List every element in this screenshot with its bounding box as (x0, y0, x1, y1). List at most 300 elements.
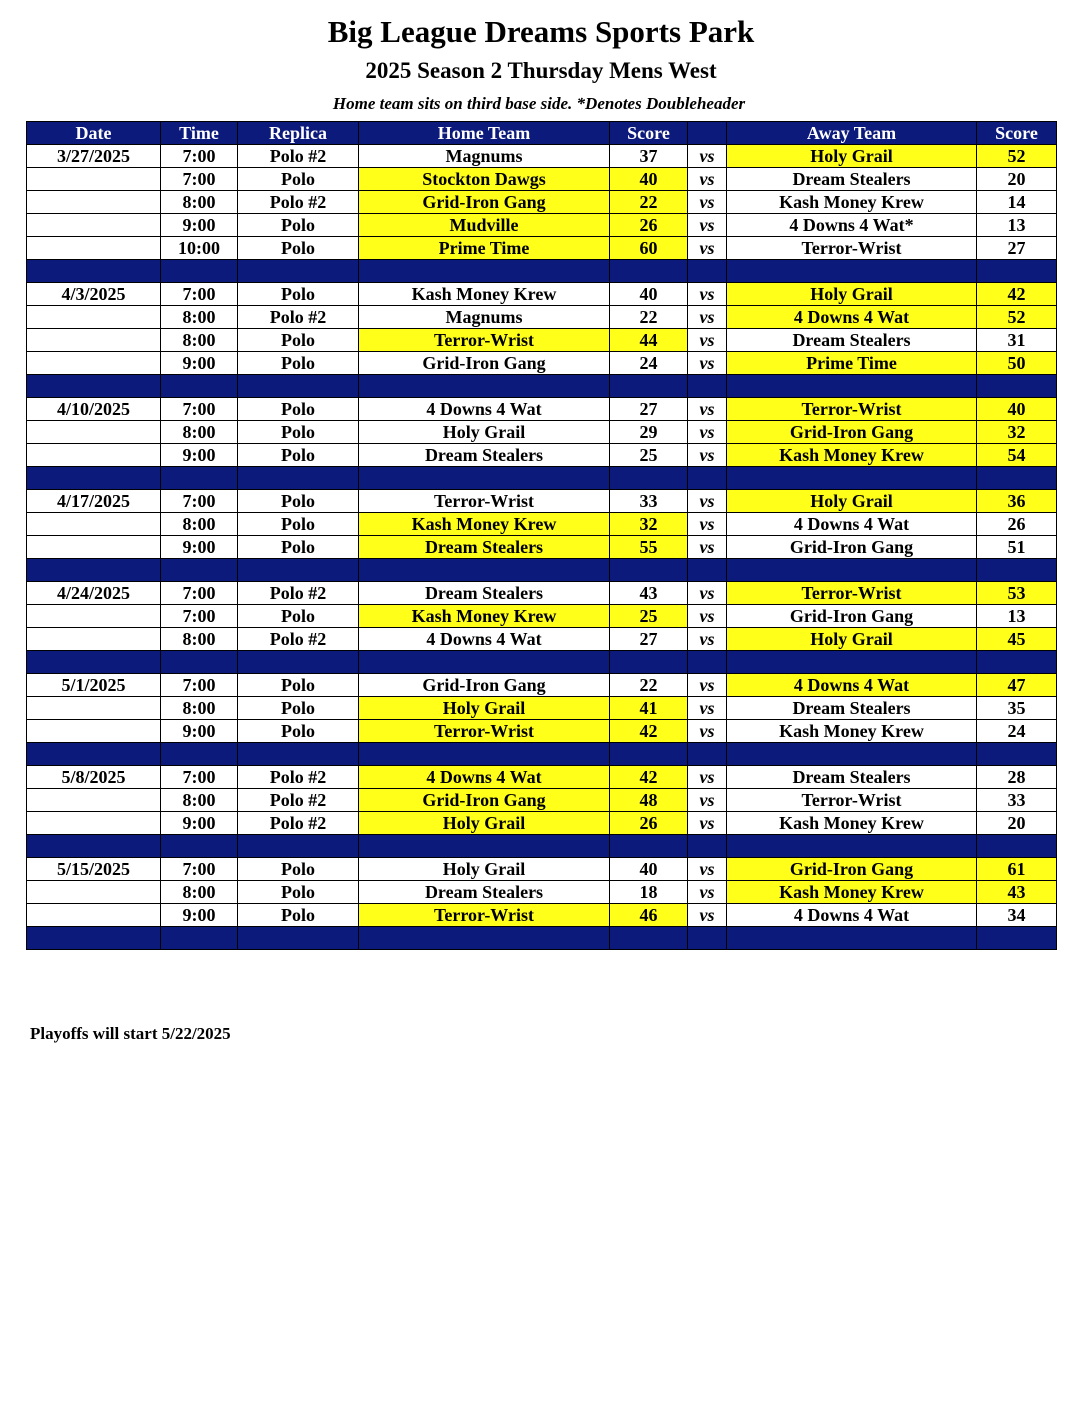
date-cell: 4/10/2025 (27, 398, 161, 421)
home-score-cell: 26 (610, 812, 688, 835)
table-row (27, 398, 1057, 421)
away-score-cell: 13 (977, 214, 1057, 237)
separator-cell (27, 835, 161, 858)
time-cell: 8:00 (161, 513, 238, 536)
week-separator-row (27, 927, 1057, 950)
home-score-cell: 55 (610, 536, 688, 559)
week-separator-row (27, 260, 1057, 283)
separator-cell (359, 835, 610, 858)
home-team-cell: Kash Money Krew (359, 283, 610, 306)
away-team-cell: 4 Downs 4 Wat (727, 513, 977, 536)
separator-cell (359, 260, 610, 283)
time-cell: 8:00 (161, 881, 238, 904)
separator-cell (727, 651, 977, 674)
away-score-cell: 45 (977, 628, 1057, 651)
away-team-cell: Kash Money Krew (727, 881, 977, 904)
away-team-cell: Grid-Iron Gang (727, 605, 977, 628)
away-team-cell: Terror-Wrist (727, 789, 977, 812)
vs-cell: vs (688, 168, 727, 191)
separator-cell (238, 260, 359, 283)
table-row (27, 214, 1057, 237)
home-team-cell: Mudville (359, 214, 610, 237)
away-score-cell: 50 (977, 352, 1057, 375)
home-team-cell: Grid-Iron Gang (359, 352, 610, 375)
replica-cell: Polo (238, 421, 359, 444)
date-cell: 5/8/2025 (27, 766, 161, 789)
home-score-cell: 40 (610, 283, 688, 306)
away-score-cell: 52 (977, 145, 1057, 168)
table-row (27, 582, 1057, 605)
separator-cell (27, 651, 161, 674)
time-cell: 9:00 (161, 720, 238, 743)
table-row (27, 628, 1057, 651)
date-cell (27, 168, 161, 191)
date-cell: 4/17/2025 (27, 490, 161, 513)
time-cell: 8:00 (161, 697, 238, 720)
date-cell (27, 536, 161, 559)
date-cell (27, 697, 161, 720)
replica-cell: Polo (238, 214, 359, 237)
table-row (27, 145, 1057, 168)
time-cell: 8:00 (161, 421, 238, 444)
separator-cell (359, 375, 610, 398)
separator-cell (727, 260, 977, 283)
date-cell (27, 444, 161, 467)
date-cell (27, 513, 161, 536)
home-score-cell: 44 (610, 329, 688, 352)
table-row (27, 168, 1057, 191)
separator-cell (238, 559, 359, 582)
home-team-cell: Grid-Iron Gang (359, 191, 610, 214)
separator-cell (27, 260, 161, 283)
week-separator-row (27, 375, 1057, 398)
separator-cell (238, 743, 359, 766)
separator-cell (688, 375, 727, 398)
separator-cell (161, 559, 238, 582)
vs-cell: vs (688, 237, 727, 260)
away-team-cell: Holy Grail (727, 628, 977, 651)
replica-cell: Polo (238, 283, 359, 306)
home-score-cell: 46 (610, 904, 688, 927)
away-score-cell: 40 (977, 398, 1057, 421)
time-cell: 7:00 (161, 283, 238, 306)
home-score-cell: 41 (610, 697, 688, 720)
home-score-cell: 25 (610, 444, 688, 467)
schedule-note: Home team sits on third base side. *Denotes Doubleheader (332, 94, 746, 113)
vs-cell: vs (688, 904, 727, 927)
separator-cell (359, 559, 610, 582)
time-cell: 10:00 (161, 237, 238, 260)
replica-cell: Polo (238, 168, 359, 191)
time-cell: 7:00 (161, 858, 238, 881)
away-team-cell: Holy Grail (727, 490, 977, 513)
separator-cell (359, 927, 610, 950)
vs-cell: vs (688, 605, 727, 628)
separator-cell (610, 559, 688, 582)
away-score-cell: 42 (977, 283, 1057, 306)
week-separator-row (27, 743, 1057, 766)
table-row (27, 605, 1057, 628)
away-score-cell: 61 (977, 858, 1057, 881)
column-header-time: Time (161, 122, 238, 145)
vs-cell: vs (688, 536, 727, 559)
date-cell (27, 191, 161, 214)
date-cell: 5/15/2025 (27, 858, 161, 881)
away-team-cell: 4 Downs 4 Wat (727, 904, 977, 927)
away-team-cell: Kash Money Krew (727, 720, 977, 743)
table-row (27, 697, 1057, 720)
vs-cell: vs (688, 306, 727, 329)
home-team-cell: Grid-Iron Gang (359, 674, 610, 697)
separator-cell (977, 651, 1057, 674)
date-cell: 5/1/2025 (27, 674, 161, 697)
separator-cell (161, 260, 238, 283)
away-team-cell: Dream Stealers (727, 697, 977, 720)
away-team-cell: Kash Money Krew (727, 191, 977, 214)
away-team-cell: Dream Stealers (727, 329, 977, 352)
separator-cell (688, 651, 727, 674)
column-header-away-team: Away Team (727, 122, 977, 145)
home-score-cell: 25 (610, 605, 688, 628)
separator-cell (161, 927, 238, 950)
time-cell: 8:00 (161, 329, 238, 352)
home-score-cell: 22 (610, 674, 688, 697)
away-score-cell: 20 (977, 168, 1057, 191)
separator-cell (161, 743, 238, 766)
away-team-cell: Terror-Wrist (727, 582, 977, 605)
separator-cell (27, 375, 161, 398)
home-score-cell: 60 (610, 237, 688, 260)
home-team-cell: Terror-Wrist (359, 329, 610, 352)
vs-cell: vs (688, 789, 727, 812)
table-row (27, 513, 1057, 536)
home-team-cell: Dream Stealers (359, 444, 610, 467)
column-header-date: Date (27, 122, 161, 145)
week-separator-row (27, 835, 1057, 858)
separator-cell (727, 559, 977, 582)
table-row (27, 536, 1057, 559)
separator-cell (238, 375, 359, 398)
separator-cell (977, 559, 1057, 582)
home-team-cell: Magnums (359, 145, 610, 168)
replica-cell: Polo #2 (238, 306, 359, 329)
away-score-cell: 32 (977, 421, 1057, 444)
vs-cell: vs (688, 697, 727, 720)
vs-cell: vs (688, 628, 727, 651)
home-score-cell: 42 (610, 766, 688, 789)
home-team-cell: Kash Money Krew (359, 605, 610, 628)
replica-cell: Polo (238, 720, 359, 743)
separator-cell (727, 743, 977, 766)
separator-cell (688, 743, 727, 766)
date-cell (27, 237, 161, 260)
separator-cell (727, 835, 977, 858)
separator-cell (610, 651, 688, 674)
replica-cell: Polo (238, 881, 359, 904)
separator-cell (161, 375, 238, 398)
vs-cell: vs (688, 766, 727, 789)
separator-cell (977, 467, 1057, 490)
separator-cell (27, 559, 161, 582)
vs-cell: vs (688, 329, 727, 352)
replica-cell: Polo (238, 444, 359, 467)
away-team-cell: Grid-Iron Gang (727, 421, 977, 444)
away-score-cell: 26 (977, 513, 1057, 536)
date-cell (27, 214, 161, 237)
away-team-cell: Kash Money Krew (727, 812, 977, 835)
week-separator-row (27, 559, 1057, 582)
table-row (27, 904, 1057, 927)
time-cell: 8:00 (161, 191, 238, 214)
playoffs-note: Playoffs will start 5/22/2025 (30, 1024, 231, 1043)
separator-cell (977, 927, 1057, 950)
home-score-cell: 29 (610, 421, 688, 444)
away-score-cell: 54 (977, 444, 1057, 467)
replica-cell: Polo #2 (238, 191, 359, 214)
away-team-cell: 4 Downs 4 Wat* (727, 214, 977, 237)
table-row (27, 881, 1057, 904)
vs-cell: vs (688, 145, 727, 168)
separator-cell (27, 927, 161, 950)
separator-cell (727, 375, 977, 398)
away-team-cell: Holy Grail (727, 283, 977, 306)
column-header-home-score: Score (610, 122, 688, 145)
table-row (27, 444, 1057, 467)
separator-cell (727, 927, 977, 950)
time-cell: 8:00 (161, 628, 238, 651)
replica-cell: Polo (238, 536, 359, 559)
time-cell: 7:00 (161, 766, 238, 789)
time-cell: 9:00 (161, 904, 238, 927)
replica-cell: Polo (238, 352, 359, 375)
home-score-cell: 26 (610, 214, 688, 237)
time-cell: 9:00 (161, 812, 238, 835)
separator-cell (238, 835, 359, 858)
time-cell: 8:00 (161, 306, 238, 329)
separator-cell (161, 835, 238, 858)
separator-cell (688, 559, 727, 582)
vs-cell: vs (688, 398, 727, 421)
replica-cell: Polo #2 (238, 628, 359, 651)
away-team-cell: Grid-Iron Gang (727, 536, 977, 559)
home-team-cell: 4 Downs 4 Wat (359, 766, 610, 789)
home-score-cell: 22 (610, 191, 688, 214)
separator-cell (610, 375, 688, 398)
separator-cell (359, 651, 610, 674)
time-cell: 7:00 (161, 145, 238, 168)
home-score-cell: 43 (610, 582, 688, 605)
date-cell (27, 605, 161, 628)
vs-cell: vs (688, 858, 727, 881)
vs-cell: vs (688, 283, 727, 306)
away-team-cell: 4 Downs 4 Wat (727, 674, 977, 697)
table-row (27, 329, 1057, 352)
date-cell (27, 789, 161, 812)
table-row (27, 766, 1057, 789)
table-row (27, 789, 1057, 812)
vs-cell: vs (688, 191, 727, 214)
away-score-cell: 13 (977, 605, 1057, 628)
home-team-cell: Dream Stealers (359, 881, 610, 904)
date-cell: 4/3/2025 (27, 283, 161, 306)
separator-cell (161, 651, 238, 674)
time-cell: 7:00 (161, 582, 238, 605)
home-team-cell: Terror-Wrist (359, 904, 610, 927)
away-score-cell: 28 (977, 766, 1057, 789)
replica-cell: Polo #2 (238, 789, 359, 812)
vs-cell: vs (688, 513, 727, 536)
table-row (27, 283, 1057, 306)
home-team-cell: Dream Stealers (359, 536, 610, 559)
home-team-cell: Stockton Dawgs (359, 168, 610, 191)
home-team-cell: Holy Grail (359, 421, 610, 444)
away-score-cell: 53 (977, 582, 1057, 605)
replica-cell: Polo #2 (238, 145, 359, 168)
vs-cell: vs (688, 490, 727, 513)
separator-cell (688, 260, 727, 283)
vs-cell: vs (688, 582, 727, 605)
away-score-cell: 24 (977, 720, 1057, 743)
away-score-cell: 20 (977, 812, 1057, 835)
table-row (27, 674, 1057, 697)
away-score-cell: 52 (977, 306, 1057, 329)
home-team-cell: Holy Grail (359, 812, 610, 835)
separator-cell (977, 260, 1057, 283)
time-cell: 7:00 (161, 674, 238, 697)
table-row (27, 812, 1057, 835)
column-header-replica: Replica (238, 122, 359, 145)
week-separator-row (27, 651, 1057, 674)
away-score-cell: 36 (977, 490, 1057, 513)
date-cell: 3/27/2025 (27, 145, 161, 168)
away-team-cell: Dream Stealers (727, 766, 977, 789)
table-row (27, 306, 1057, 329)
time-cell: 7:00 (161, 398, 238, 421)
home-score-cell: 37 (610, 145, 688, 168)
separator-cell (688, 927, 727, 950)
separator-cell (688, 835, 727, 858)
time-cell: 9:00 (161, 444, 238, 467)
separator-cell (161, 467, 238, 490)
home-team-cell: 4 Downs 4 Wat (359, 398, 610, 421)
home-team-cell: Holy Grail (359, 858, 610, 881)
away-score-cell: 33 (977, 789, 1057, 812)
away-score-cell: 14 (977, 191, 1057, 214)
home-score-cell: 24 (610, 352, 688, 375)
home-team-cell: 4 Downs 4 Wat (359, 628, 610, 651)
schedule-table (26, 121, 1057, 950)
vs-cell: vs (688, 214, 727, 237)
separator-cell (610, 260, 688, 283)
away-team-cell: Terror-Wrist (727, 237, 977, 260)
home-score-cell: 32 (610, 513, 688, 536)
date-cell (27, 306, 161, 329)
home-score-cell: 18 (610, 881, 688, 904)
away-score-cell: 34 (977, 904, 1057, 927)
separator-cell (27, 743, 161, 766)
separator-cell (610, 467, 688, 490)
vs-cell: vs (688, 421, 727, 444)
replica-cell: Polo #2 (238, 582, 359, 605)
away-score-cell: 43 (977, 881, 1057, 904)
replica-cell: Polo (238, 904, 359, 927)
replica-cell: Polo #2 (238, 812, 359, 835)
replica-cell: Polo (238, 513, 359, 536)
home-score-cell: 27 (610, 628, 688, 651)
home-score-cell: 40 (610, 168, 688, 191)
home-score-cell: 22 (610, 306, 688, 329)
home-team-cell: Prime Time (359, 237, 610, 260)
column-header-vs (688, 122, 727, 145)
vs-cell: vs (688, 444, 727, 467)
separator-cell (977, 743, 1057, 766)
away-score-cell: 27 (977, 237, 1057, 260)
away-score-cell: 35 (977, 697, 1057, 720)
time-cell: 7:00 (161, 168, 238, 191)
away-team-cell: 4 Downs 4 Wat (727, 306, 977, 329)
home-score-cell: 33 (610, 490, 688, 513)
table-row (27, 352, 1057, 375)
home-team-cell: Terror-Wrist (359, 720, 610, 743)
replica-cell: Polo (238, 329, 359, 352)
away-score-cell: 31 (977, 329, 1057, 352)
time-cell: 9:00 (161, 536, 238, 559)
separator-cell (238, 927, 359, 950)
home-team-cell: Holy Grail (359, 697, 610, 720)
table-row (27, 720, 1057, 743)
replica-cell: Polo (238, 605, 359, 628)
home-team-cell: Dream Stealers (359, 582, 610, 605)
replica-cell: Polo (238, 490, 359, 513)
column-header-away-score: Score (977, 122, 1057, 145)
away-score-cell: 47 (977, 674, 1057, 697)
home-team-cell: Kash Money Krew (359, 513, 610, 536)
vs-cell: vs (688, 674, 727, 697)
vs-cell: vs (688, 352, 727, 375)
separator-cell (27, 467, 161, 490)
date-cell (27, 628, 161, 651)
separator-cell (238, 467, 359, 490)
home-score-cell: 40 (610, 858, 688, 881)
separator-cell (727, 467, 977, 490)
home-team-cell: Grid-Iron Gang (359, 789, 610, 812)
vs-cell: vs (688, 812, 727, 835)
date-cell (27, 352, 161, 375)
replica-cell: Polo (238, 398, 359, 421)
away-team-cell: Kash Money Krew (727, 444, 977, 467)
away-team-cell: Grid-Iron Gang (727, 858, 977, 881)
away-team-cell: Holy Grail (727, 145, 977, 168)
table-row (27, 237, 1057, 260)
date-cell (27, 329, 161, 352)
time-cell: 7:00 (161, 605, 238, 628)
home-score-cell: 42 (610, 720, 688, 743)
separator-cell (238, 651, 359, 674)
date-cell (27, 881, 161, 904)
home-score-cell: 27 (610, 398, 688, 421)
away-team-cell: Prime Time (727, 352, 977, 375)
table-row (27, 191, 1057, 214)
home-score-cell: 48 (610, 789, 688, 812)
replica-cell: Polo (238, 697, 359, 720)
home-team-cell: Terror-Wrist (359, 490, 610, 513)
table-row (27, 858, 1057, 881)
schedule-body (27, 145, 1057, 950)
date-cell (27, 904, 161, 927)
separator-cell (610, 743, 688, 766)
away-score-cell: 51 (977, 536, 1057, 559)
date-cell (27, 421, 161, 444)
